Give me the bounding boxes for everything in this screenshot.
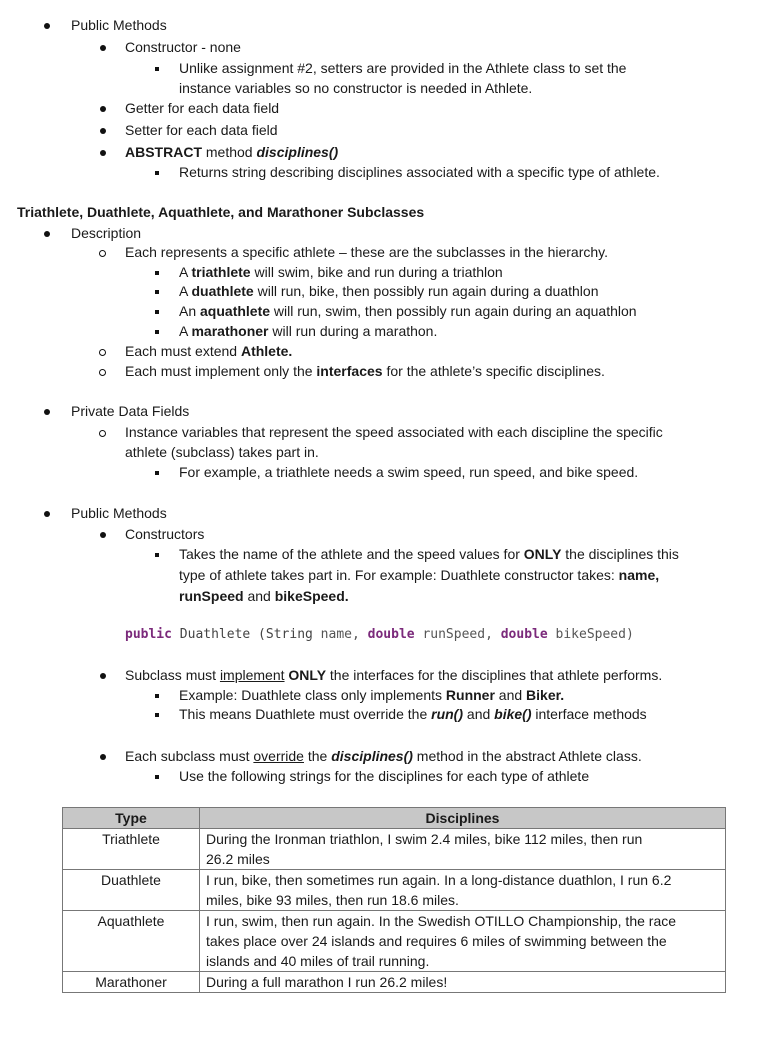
constructors-item: Constructors (125, 526, 205, 542)
abstract-note: Returns string describing disciplines associated with a specific type of athlete. (179, 164, 660, 180)
cell-line: islands and 40 miles of trail running. (206, 953, 430, 969)
circle-bullet-icon (99, 250, 106, 257)
square-bullet-icon (155, 171, 159, 175)
override-disciplines-line (125, 747, 642, 766)
circle-bullet-icon (99, 349, 106, 356)
ctor-line2 (179, 566, 659, 585)
column-header-type: Type (63, 808, 200, 829)
bold-term: duathlete (191, 283, 254, 299)
getter-item: Getter for each data field (125, 100, 280, 116)
bullet-icon (100, 150, 106, 156)
bold-term: Athlete. (240, 343, 293, 359)
marathoner-line (179, 322, 437, 341)
bold-term: interfaces (316, 363, 383, 379)
public-methods-heading-2: Public Methods (71, 505, 167, 521)
bold-term: bikeSpeed. (274, 588, 349, 604)
bullet-icon (100, 532, 106, 538)
table-row (63, 911, 726, 972)
constructor-note-line1: Unlike assignment #2, setters are provided in the Athlete class to set the (179, 60, 627, 76)
type-cell: Marathoner (63, 972, 200, 993)
text: A (179, 283, 192, 299)
code-param: bikeSpeed) (547, 627, 634, 642)
constructor-item: Constructor - none (125, 39, 241, 55)
code-keyword: double (500, 627, 548, 642)
method-name: run() (431, 706, 464, 722)
aquathlete-line (179, 302, 637, 321)
text: This means Duathlete must override the (179, 706, 432, 722)
text: and (243, 588, 275, 604)
text: A (179, 323, 192, 339)
use-strings-line: Use the following strings for the disciplines for each type of athlete (179, 768, 590, 784)
bullet-icon (100, 128, 106, 134)
text: Example: Duathlete class only implements (179, 687, 446, 703)
abstract-method-name: disciplines() (256, 144, 339, 160)
circle-bullet-icon (99, 430, 106, 437)
cell-line: takes place over 24 islands and requires 6 miles of swimming between the (206, 933, 667, 949)
ctor-line3 (179, 587, 349, 606)
cell-line: miles, bike 93 miles, then run 18.6 miles. (206, 892, 459, 908)
column-header-disciplines: Disciplines (200, 808, 726, 829)
bold-term: triathlete (191, 264, 251, 280)
method-name: disciplines() (331, 748, 413, 764)
text: will swim, bike and run during a triathlon (250, 264, 503, 280)
square-bullet-icon (155, 290, 159, 294)
text: the interfaces for the disciplines that athlete performs. (326, 667, 663, 683)
square-bullet-icon (155, 330, 159, 334)
disciplines-table (62, 807, 726, 993)
square-bullet-icon (155, 775, 159, 779)
method-name: bike() (494, 706, 532, 722)
code-keyword: public (125, 627, 172, 642)
bullet-icon (100, 45, 106, 51)
square-bullet-icon (155, 694, 159, 698)
bold-term: Biker. (526, 687, 565, 703)
text: the (303, 748, 332, 764)
text: An (179, 303, 201, 319)
abstract-method-item (125, 143, 338, 162)
code-type: String (265, 627, 313, 642)
text: the disciplines this (561, 546, 679, 562)
table-row (63, 972, 726, 993)
constructor-note-line2: instance variables so no constructor is needed in Athlete. (179, 80, 533, 96)
bullet-icon (100, 673, 106, 679)
bold-term: name, (618, 567, 660, 583)
text: and (463, 706, 495, 722)
table-row (63, 870, 726, 911)
text: for the athlete’s specific disciplines. (382, 363, 605, 379)
cell-line: I run, bike, then sometimes run again. In a long-distance duathlon, I run 6.2 (206, 872, 672, 888)
cell-line: During a full marathon I run 26.2 miles! (206, 974, 448, 990)
text: will run, swim, then possibly run again during an aquathlon (270, 303, 637, 319)
private-fields-heading: Private Data Fields (71, 403, 190, 419)
text: Each subclass must (125, 748, 254, 764)
public-methods-heading: Public Methods (71, 17, 167, 33)
implement-example-line (179, 686, 564, 705)
implement-only-line (125, 666, 662, 685)
text: Takes the name of the athlete and the speed values for (179, 546, 524, 562)
circle-bullet-icon (99, 369, 106, 376)
text: Each must implement only the (125, 363, 317, 379)
ctor-line1 (179, 545, 679, 564)
text: will run, bike, then possibly run again during a duathlon (253, 283, 599, 299)
disciplines-cell (200, 829, 726, 870)
square-bullet-icon (155, 67, 159, 71)
extend-line (125, 342, 292, 361)
speed-example: For example, a triathlete needs a swim speed, run speed, and bike speed. (179, 464, 639, 480)
bullet-icon (100, 754, 106, 760)
bullet-icon (44, 23, 50, 29)
triathlete-line (179, 263, 503, 282)
table-row (63, 829, 726, 870)
underlined-term: implement (219, 667, 285, 683)
text: method in the abstract Athlete class. (412, 748, 642, 764)
type-cell: Triathlete (63, 829, 200, 870)
override-interface-line (179, 705, 647, 724)
implement-interfaces-line (125, 362, 605, 381)
constructor-code-sample (125, 626, 634, 644)
bold-term: Runner (445, 687, 495, 703)
cell-line: I run, swim, then run again. In the Swedish OTILLO Championship, the race (206, 913, 677, 929)
square-bullet-icon (155, 553, 159, 557)
abstract-mid: method (202, 144, 257, 160)
abstract-keyword: ABSTRACT (125, 144, 202, 160)
bold-term: runSpeed (179, 588, 244, 604)
bold-term: aquathlete (200, 303, 271, 319)
setter-item: Setter for each data field (125, 122, 278, 138)
text: Each must extend (125, 343, 241, 359)
instance-vars-line2: athlete (subclass) takes part in. (125, 444, 319, 460)
instance-vars-line1: Instance variables that represent the speed associated with each discipline the specific (125, 424, 663, 440)
description-heading: Description (71, 225, 142, 241)
code-param: name, (312, 627, 368, 642)
bullet-icon (44, 511, 50, 517)
square-bullet-icon (155, 471, 159, 475)
text: A (179, 264, 192, 280)
square-bullet-icon (155, 713, 159, 717)
text: will run during a marathon. (268, 323, 438, 339)
subclasses-heading: Triathlete, Duathlete, Aquathlete, and Marathoner Subclasses (17, 204, 425, 220)
text: Subclass must (125, 667, 220, 683)
type-cell: Aquathlete (63, 911, 200, 972)
square-bullet-icon (155, 310, 159, 314)
each-represents: Each represents a specific athlete – these are the subclasses in the hierarchy. (125, 244, 609, 260)
bullet-icon (44, 409, 50, 415)
text: and (494, 687, 527, 703)
text: interface methods (531, 706, 647, 722)
table-header-row (63, 808, 726, 829)
bold-term: marathoner (191, 323, 269, 339)
code-text: Duathlete ( (171, 627, 266, 642)
cell-line: During the Ironman triathlon, I swim 2.4 miles, bike 112 miles, then run (206, 831, 643, 847)
code-keyword: double (367, 627, 415, 642)
text: type of athlete takes part in. For example: Duathlete constructor takes: (179, 567, 619, 583)
underlined-term: override (253, 748, 304, 764)
type-cell: Duathlete (63, 870, 200, 911)
cell-line: 26.2 miles (206, 851, 270, 867)
bullet-icon (100, 106, 106, 112)
square-bullet-icon (155, 271, 159, 275)
bold-term: ONLY (288, 667, 327, 683)
duathlete-line (179, 282, 598, 301)
disciplines-cell (200, 911, 726, 972)
code-param: runSpeed, (414, 627, 501, 642)
disciplines-cell (200, 972, 726, 993)
bullet-icon (44, 231, 50, 237)
bold-term: ONLY (523, 546, 562, 562)
disciplines-cell (200, 870, 726, 911)
